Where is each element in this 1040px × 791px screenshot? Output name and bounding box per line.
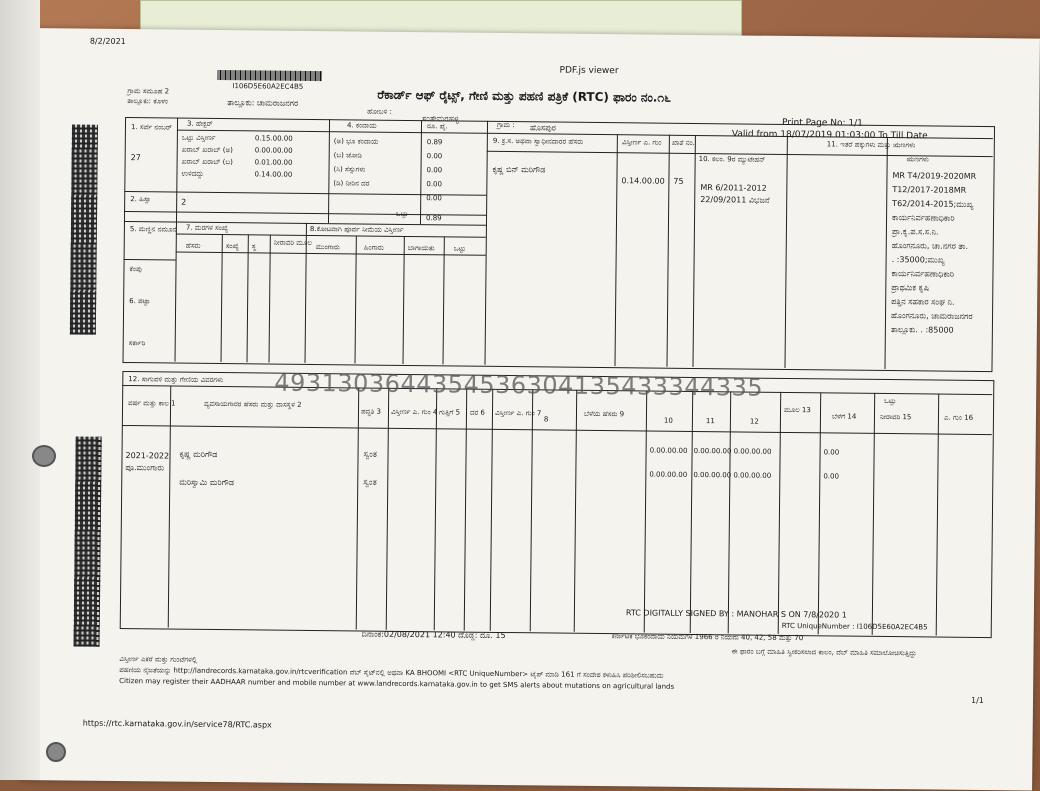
crop-header: 12. ಸಾಗುವಳಿ ಮತ್ತು ಗೇಣಿಯ ವಿವರಗಳು	[128, 375, 224, 385]
area-label: ಖರಾಬ್ ಖರಾಬ್ (ಬ)	[181, 157, 233, 167]
note-line: ಪ್ರಾಥಮಿಕ ಕೃಷಿ	[891, 283, 930, 293]
mutation-date: 22/09/2011 ವಿಭಜನೆ	[700, 195, 770, 205]
qr-code-top	[70, 124, 98, 334]
irrigation-col: ಹಿಂಗಾರು	[363, 243, 384, 252]
patta-value: ಸರ್ಕಾರಿ	[128, 339, 146, 348]
irrigation-header: 8.ಕೋಟವಾಗಿ ಪೂರ್ವ ಸೀಮೆಯ ವಿಸ್ತೀರ್ಣ	[309, 224, 404, 234]
mutation-header: 10. ಕಲಂ. 9ರ ಮ್ಯುಟೇಷನ್	[698, 155, 766, 164]
note-line: ಪ್ರಾ.ಕೃ.ಪ.ಸ.ಸ.ನಿ.	[891, 227, 939, 237]
act-line: ಕರ್ನಾಟಕ ಭೂಕಂದಾಯ ನಿಯಮಗಳ 1966 ರ ನಿಯಮ 40, 42, 58 ಮತ್ತು 70	[611, 632, 804, 643]
hobli-label: ಹೋಬಳಿ :	[367, 107, 392, 116]
village-value: ಹೊಸಪುರ	[529, 123, 556, 133]
irrigation-col: ಮುಂಗಾರು	[315, 243, 340, 252]
hissa-no: 2	[181, 197, 187, 207]
crop-col: ವರ್ಷ ಮತ್ತು ಕಾಲ 1	[128, 399, 176, 408]
qr-code-bottom	[74, 437, 102, 647]
page-url: https://rtc.karnataka.gov.in/service78/RTC.aspx	[82, 718, 272, 730]
note-line: T12/2017-2018MR	[892, 185, 967, 195]
rev-label: (ಡಿ) ನೀರಿನ ದರ	[333, 179, 370, 188]
trees-col: ಹೆಸರು	[185, 241, 201, 250]
soil-label: 5. ಮಣ್ಣಿನ ನಮೂನೆ	[129, 225, 177, 234]
note-line: ತಾಲ್ಲೂಕು. . :85000	[890, 325, 954, 335]
land-rev-unit: ರೂ. ಪೈ.	[426, 122, 448, 131]
binder-clip	[32, 445, 56, 467]
viewer-title: PDF.js viewer	[559, 65, 619, 77]
note-right: ಈ ಫಾರಂ ಬಗ್ಗೆ ಮಾಹಿತಿ ಸ್ವೀಕರಿಸಲಾದ ಕಾಲಂ, ವೆಬ್ ಮಾಹಿತಿ ಸಮಾಲೋಚಿಸುತ್ತಿದ್ದು	[731, 647, 917, 658]
liabilities-header: ಋಣಗಳು	[906, 155, 929, 164]
owner-col-area: ವಿಸ್ತೀರ್ಣ ಎ. ಗುಂ	[621, 138, 662, 147]
area-label: ಉಳಿದದ್ದು	[181, 169, 204, 178]
rev-value: 0.00	[426, 194, 442, 203]
owner-col-rev: ಖಾತೆ ನಂ.	[671, 138, 695, 147]
crop-col: ಎ. ಗುಂ 16	[943, 413, 974, 422]
irrigation-col: ಒಟ್ಟು	[453, 244, 466, 253]
valid-from: Valid from 18/07/2019 01:03:00 To Till Date	[731, 129, 928, 142]
total-label: ಒಟ್ಟು	[396, 209, 409, 218]
crop-col: ನೀರಾವರಿ 15	[879, 412, 912, 422]
note-line: MR T4/2019-2020MR	[892, 171, 977, 181]
note-line: . :35000;ಮುಖ್ಯ	[891, 255, 945, 265]
crop-row-val: 0.00.00.00	[649, 470, 688, 479]
crop-col: ವಿಸ್ತೀರ್ಣ ಎ. ಗುಂ 4	[390, 407, 438, 417]
crop-row-val: 0.00	[823, 472, 839, 481]
rev-value: 0.00	[426, 180, 443, 189]
crop-col: 12	[749, 417, 759, 426]
soil-value: ಕೆಂಪು	[129, 265, 142, 274]
crop-row-val: 0.00.00.00	[693, 446, 732, 456]
survey-no: 27	[130, 153, 141, 163]
hissa-label: 2. ಹಿಸ್ಸಾ	[130, 195, 151, 204]
crop-col: ಮೂಲ 13	[784, 405, 811, 415]
crop-col: 10	[663, 416, 673, 425]
crop-col: ಗುತ್ತಿಗೆ 5	[438, 408, 461, 417]
trees-col: ಸಂಖ್ಯೆ	[225, 242, 239, 251]
crop-row-type: ಸ್ವಂತ	[363, 477, 377, 487]
crop-row-val: 0.00.00.00	[649, 446, 688, 455]
kbhoomi-line: ಪಹಣಿಯ ನೈಜತೆಯನ್ನು http://landrecords.karnataka.gov.in/rtcverification ವೆಬ್ ಸೈಟ್‌ನಲ್ಲಿ ಅಥವಾ KA BHOOMI <RTC UniqueNumber> ಟೈಪ್ ಮಾಡಿ 161 ಗೆ ಸಂದೇಶ ಕಳುಹಿಸಿ ಪರಿಶೀಲಿಸಬಹುದು	[119, 665, 664, 680]
owner-share: 75	[673, 176, 684, 186]
survey-label: 1. ಸರ್ವೆ ನಂಬರ್	[130, 123, 172, 132]
crop-col: ಬೆಳೆಯ ಹೆಸರು 9	[583, 409, 625, 419]
area-header: 3. ಹೇಕ್ಟರ್	[186, 119, 213, 128]
print-page: Print Page No: 1/1	[781, 117, 863, 129]
other-rights-header: 11. ಇತರೆ ಹಕ್ಕುಗಳು ಮತ್ತು ಋಣಗಳು	[826, 140, 916, 150]
owner-area: 0.14.00.00	[621, 176, 665, 186]
doc-title: ರೆಕಾರ್ಡ್ ಆಫ್ ರೈಟ್ಸ್, ಗೇಣಿ ಮತ್ತು ಪಹಣಿ ಪತ್ರಿಕೆ (RTC) ಫಾರಂ ನಂ.೧೬	[377, 87, 671, 105]
aadhaar-line: Citizen may register their AADHAAR number and mobile number at www.landrecords.karnataka.gov.in to get SMS alerts about mutations on agricultural lands	[119, 676, 675, 691]
trees-col: ನೀರಾವರಿ ಮೂಲ	[273, 238, 312, 247]
trees-col: ಸ್ಥ	[251, 242, 257, 251]
crop-row-type: ಸ್ವಂತ	[363, 449, 378, 459]
irrigation-col: ಬಾಗಾಯತು	[407, 243, 435, 253]
crop-col: ದರ 6	[469, 408, 485, 417]
note-line: ಕಾರ್ಯನಿರ್ವಹಣಾಧಿಕಾರಿ	[892, 213, 955, 223]
date-line: ದಿನಾಂಕ:02/08/2021 12:40 ದೊಡ್ಡ: ದೂ. 15	[361, 629, 506, 641]
district: ತಾಲ್ಲೂಕು: ಚಾಮರಾಜನಗರ	[227, 98, 299, 108]
overlay-number: 4931303644354536304135433344335	[274, 368, 764, 402]
barcode-text: I106D5E60A2EC4B5	[232, 82, 304, 91]
rev-value: 0.00	[426, 152, 443, 161]
print-date: 8/2/2021	[89, 36, 126, 47]
page-count: 1/1	[970, 695, 984, 706]
area-label: ಖರಾಬ್ ಖರಾಬ್ (ಅ)	[181, 145, 233, 155]
crop-row-val: 0.00.00.00	[733, 471, 772, 480]
note-line: ಹೊಂಗನೂರು, ಚಾಮರಾಜನಗರ	[890, 311, 973, 321]
hobli-value: ಸಂತೇಮರಹಳ್ಳಿ	[422, 114, 460, 124]
rev-label: (ಅ) ಭೂ ಕಂದಾಯ	[333, 137, 379, 146]
crop-year: 2021-2022	[125, 451, 170, 461]
area-value: 0.14.00.00	[254, 170, 293, 179]
taluk-label: ತಾಲ್ಲೂಕು: ಕೊಳಂ	[127, 97, 169, 106]
rtc-document	[20, 28, 1040, 791]
crop-row-val: 0.00.00.00	[733, 447, 772, 456]
owner-header: 9. ಕ್ರ.ಸ. ಅಥವಾ ಸ್ವಾಧೀನದಾರರ ಹೆಸರು	[492, 136, 584, 146]
rtc-unique: RTC UniqueNumber : I106D5E60A2EC4B5	[781, 621, 928, 632]
book-binding	[0, 0, 40, 780]
village-label: ಗ್ರಾಮ :	[496, 120, 515, 130]
crop-col: ಬೆಳೆಗೆ 14	[831, 412, 857, 421]
crop-row-name: ಕೃಷ್ಣ ಮರಿಗೌಡ	[179, 449, 218, 460]
rev-value: 0.89	[426, 138, 443, 147]
binder-clip	[46, 742, 66, 762]
total-value: 0.89	[425, 214, 442, 223]
crop-table	[120, 368, 995, 638]
patta-label: 6. ಪಟ್ಟಾ	[129, 297, 151, 306]
crop-row-val: 0.00.00.00	[693, 470, 732, 480]
rev-value: 0.00	[426, 166, 443, 175]
trees-header: 7. ಮರಗಳ ಸಂಖ್ಯೆ	[185, 223, 229, 233]
crop-col: ವ್ಯವಸಾಯಗಾರರ ಹೆಸರು ಮತ್ತು ವಾಸಸ್ಥಳ 2	[204, 399, 302, 409]
crop-row-val: 0.00	[823, 448, 840, 457]
owner-name: ಕೃಷ್ಣ ಬಿನ್ ಮರಿಗೌಡ	[492, 164, 546, 175]
crop-col: 11	[705, 417, 715, 426]
area-value: 0.01.00.00	[254, 158, 293, 167]
area-value: 0.15.00.00	[254, 134, 293, 143]
note-line: ಕಾರ್ಯನಿರ್ವಹಣಾಧಿಕಾರಿ	[891, 269, 955, 279]
area-label: ಒಟ್ಟು ವಿಸ್ತೀರ್ಣ	[181, 133, 216, 142]
crop-row-name: ಮರಿಸ್ವಾಮಿ ಮರಿಗೌಡ	[179, 477, 235, 488]
crop-col: 8	[543, 415, 549, 424]
note-line: ಹೊಂಗನೂರು, ಚಾ.ನಗರ ತಾ.	[891, 241, 969, 251]
note-line: T62/2014-2015;ಮುಖ್ಯ	[892, 199, 974, 209]
crop-col: ವಿಸ್ತೀರ್ಣ ಎ. ಗುಂ 7	[494, 408, 542, 418]
rev-label: (ಸಿ) ಸೆಸ್ಸುಗಳು	[333, 165, 366, 174]
note-line: ಪತ್ತಿನ ಸಹಕಾರ ಸಂಘ ನಿ.	[891, 297, 955, 307]
note-left: ವಿಸ್ತೀರ್ಣ ಎಕರೆ ಮತ್ತು ಗುಂಟೆಗಳಲ್ಲಿ	[119, 654, 198, 664]
crop-total-header: ಒಟ್ಟು	[884, 396, 897, 406]
crop-season: ಪೂ.ಮುಂಗಾರು	[125, 463, 165, 473]
barcode	[217, 70, 322, 81]
signed-by: RTC DIGITALLY SIGNED BY : MANOHAR S ON 7/8/2020 1	[625, 608, 847, 620]
village-code: ಗ್ರಾಮ ಸಮೂಹ 2	[127, 87, 170, 96]
land-rev-header: 4. ಕಂದಾಯ	[346, 121, 377, 130]
area-value: 0.00.00.00	[254, 146, 293, 155]
crop-col: ಪದ್ಧತಿ 3	[360, 407, 382, 416]
mutation-ref: MR 6/2011-2012	[700, 183, 767, 193]
rev-label: (ಬ) ಜೋಡಿ	[333, 151, 363, 160]
